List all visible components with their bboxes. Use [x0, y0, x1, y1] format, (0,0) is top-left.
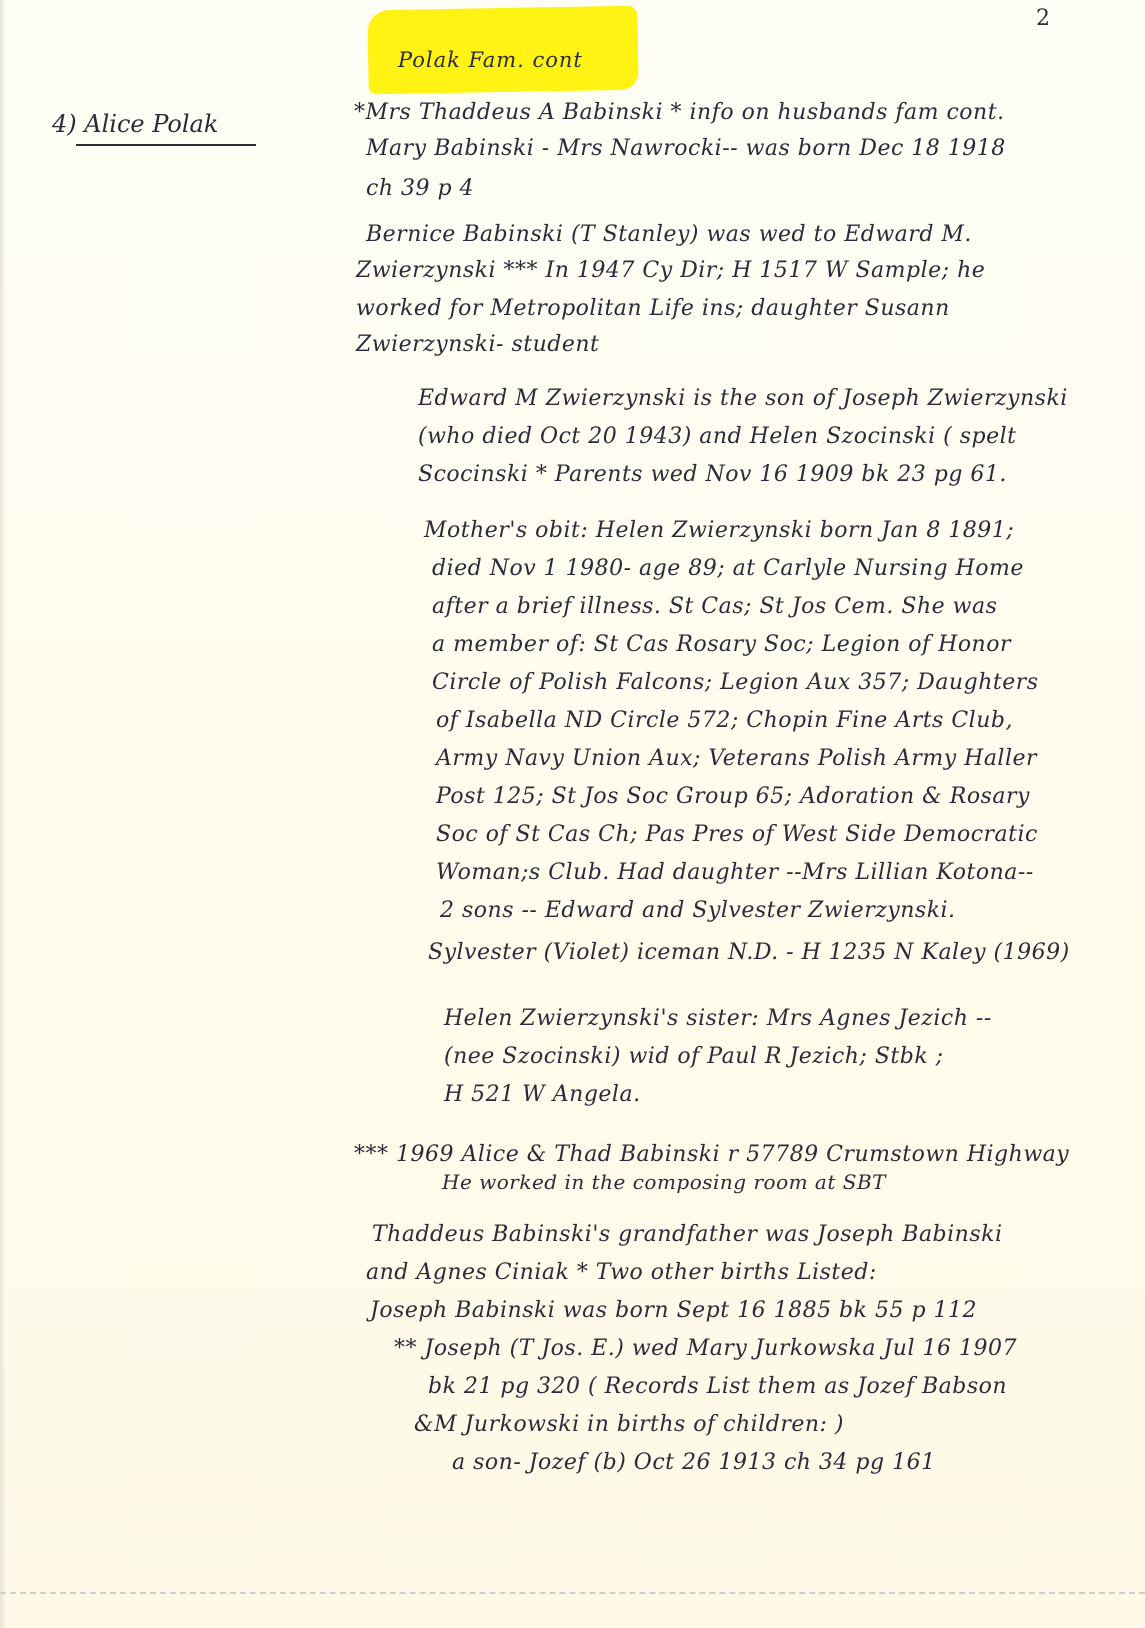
text-line: Woman;s Club. Had daughter --Mrs Lillian Kotona-- — [436, 860, 1034, 885]
text-line: bk 21 pg 320 ( Records List them as Jozef Babson — [428, 1374, 1008, 1399]
text-line: *Mrs Thaddeus A Babinski * info on husbands fam cont. — [354, 100, 1005, 125]
text-line: (who died Oct 20 1943) and Helen Szocinski ( spelt — [418, 424, 1017, 449]
text-line: Army Navy Union Aux; Veterans Polish Army Haller — [436, 746, 1038, 771]
text-line: Joseph Babinski was born Sept 16 1885 bk 55 p 112 — [370, 1298, 978, 1323]
text-line: Soc of St Cas Ch; Pas Pres of West Side Democratic — [436, 822, 1038, 847]
text-line: a member of: St Cas Rosary Soc; Legion of Honor — [432, 632, 1011, 657]
text-line: Zwierzynski- student — [356, 332, 600, 357]
text-line: H 521 W Angela. — [444, 1082, 641, 1107]
text-line: worked for Metropolitan Life ins; daughter Susann — [356, 296, 950, 321]
text-line: He worked in the composing room at SBT — [442, 1170, 886, 1194]
text-line: a son- Jozef (b) Oct 26 1913 ch 34 pg 161 — [452, 1450, 936, 1475]
text-line: 2 sons -- Edward and Sylvester Zwierzynski. — [440, 898, 956, 923]
side-heading — [52, 110, 256, 146]
text-line: Zwierzynski *** In 1947 Cy Dir; H 1517 W Sample; he — [356, 258, 986, 283]
text-line: and Agnes Ciniak * Two other births Listed: — [366, 1260, 877, 1285]
text-line: *** 1969 Alice & Thad Babinski r 57789 Crumstown Highway — [354, 1142, 1070, 1167]
text-line: (nee Szocinski) wid of Paul R Jezich; Stbk ; — [444, 1044, 944, 1069]
text-line: Edward M Zwierzynski is the son of Joseph Zwierzynski — [418, 386, 1068, 411]
text-line: Thaddeus Babinski's grandfather was Joseph Babinski — [372, 1222, 1003, 1247]
side-heading-text: 4) Alice Polak — [52, 110, 219, 138]
text-line: Bernice Babinski (T Stanley) was wed to Edward M. — [366, 222, 972, 247]
text-line: Mary Babinski - Mrs Nawrocki-- was born Dec 18 1918 — [366, 136, 1006, 161]
text-line: ch 39 p 4 — [366, 176, 475, 201]
text-line: ** Joseph (T Jos. E.) wed Mary Jurkowska Jul 16 1907 — [394, 1336, 1017, 1361]
page-number: 2 — [1036, 6, 1050, 31]
text-line: Helen Zwierzynski's sister: Mrs Agnes Jezich -- — [444, 1006, 992, 1031]
page-bottom-edge — [0, 1592, 1145, 1595]
text-line: Sylvester (Violet) iceman N.D. - H 1235 N Kaley (1969) — [428, 940, 1070, 965]
text-line: of Isabella ND Circle 572; Chopin Fine Arts Club, — [436, 708, 1013, 733]
text-line: &M Jurkowski in births of children: ) — [414, 1412, 845, 1437]
paper-edge-shadow — [0, 0, 6, 1628]
side-heading-underline — [76, 144, 256, 146]
text-line: Post 125; St Jos Soc Group 65; Adoration & Rosary — [436, 784, 1030, 809]
text-line: Mother's obit: Helen Zwierzynski born Jan 8 1891; — [424, 518, 1015, 543]
text-line: died Nov 1 1980- age 89; at Carlyle Nursing Home — [432, 556, 1024, 581]
text-line: Circle of Polish Falcons; Legion Aux 357; Daughters — [432, 670, 1039, 695]
text-line: after a brief illness. St Cas; St Jos Cem. She was — [432, 594, 998, 619]
header-title: Polak Fam. cont — [398, 48, 583, 72]
text-line: Scocinski * Parents wed Nov 16 1909 bk 23 pg 61. — [418, 462, 1007, 487]
